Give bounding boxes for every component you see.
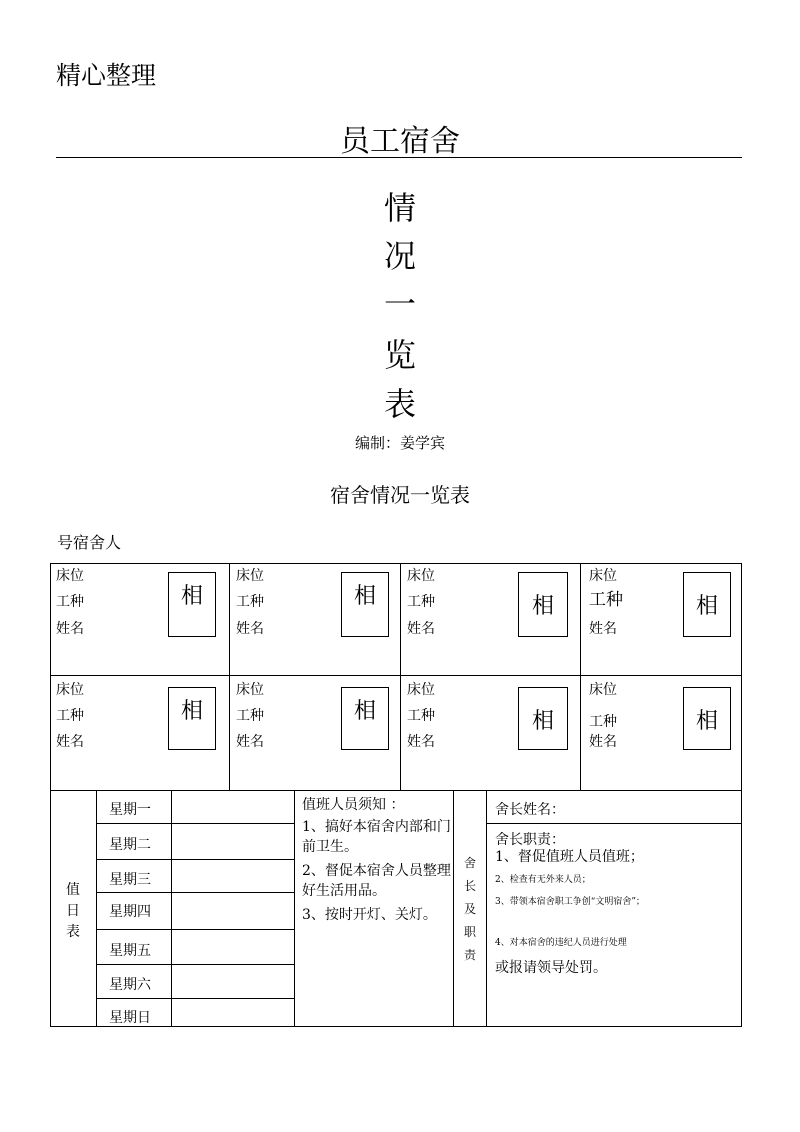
dorm-head-label-char: 及	[463, 902, 476, 916]
photo-box: 相	[518, 687, 568, 750]
dorm-head-vertical-label	[454, 852, 486, 967]
duty-day: 星期二	[109, 837, 151, 853]
photo-box: 相	[341, 572, 389, 637]
duty-roster-label-char: 表	[66, 924, 80, 940]
duty-day: 星期六	[109, 977, 151, 993]
bed-label: 床位	[589, 568, 617, 584]
name-label: 姓名	[589, 621, 617, 637]
dorm-head-label-char: 责	[463, 948, 476, 962]
vertical-title-char: 况	[383, 237, 416, 275]
duty-day: 星期日	[109, 1010, 151, 1026]
page-header: 精心整理	[56, 61, 157, 90]
vertical-title-char: 一	[383, 285, 416, 323]
room-label: 号宿舍人	[57, 533, 122, 552]
duty-note-item: 2、督促本宿舍人员整理好生活用品。	[302, 863, 451, 899]
job-label: 工种	[407, 708, 435, 724]
duty-day: 星期五	[109, 943, 151, 959]
vertical-title-char: 表	[383, 385, 416, 423]
dorm-head-duty-item: 或报请领导处罚。	[495, 960, 607, 976]
duty-day: 星期一	[109, 802, 151, 818]
dorm-head-label-char: 舍	[463, 856, 476, 870]
name-label: 姓名	[236, 621, 264, 637]
bed-label: 床位	[56, 682, 84, 698]
vertical-title-char: 览	[383, 336, 416, 374]
name-label: 姓名	[56, 621, 84, 637]
dorm-head-duty-item: 1、督促值班人员值班；	[495, 849, 644, 865]
duty-note-item: 3、按时开灯、关灯。	[302, 907, 437, 923]
job-label: 工种	[56, 708, 84, 724]
job-label: 工种	[236, 594, 264, 610]
bed-label: 床位	[407, 682, 435, 698]
duty-notes-title: 值班人员须知 ：	[302, 797, 405, 813]
name-label: 姓名	[56, 734, 84, 750]
job-label: 工种	[56, 594, 84, 610]
name-label: 姓名	[236, 734, 264, 750]
dorm-head-label-char: 职	[463, 925, 476, 939]
photo-box: 相	[168, 687, 216, 750]
duty-day: 星期三	[109, 872, 151, 888]
photo-box: 相	[518, 572, 568, 637]
duty-roster-label-char: 日	[66, 903, 80, 919]
photo-box: 相	[683, 687, 731, 750]
compiled-by: 编制：姜学宾	[354, 434, 445, 452]
dorm-head-name-label: 舍长姓名：	[495, 802, 565, 818]
duty-roster-label-char: 值	[66, 882, 80, 898]
bed-label: 床位	[56, 568, 84, 584]
duty-note-item: 1、搞好本宿舍内部和门前卫生。	[302, 819, 451, 855]
bed-label: 床位	[236, 568, 264, 584]
dorm-head-duty-item: 4、对本宿舍的违纪人员进行处理	[495, 938, 627, 948]
dorm-head-duty-item: 2、检查有无外来人员；	[495, 875, 591, 885]
bed-label: 床位	[589, 682, 617, 698]
bed-label: 床位	[407, 568, 435, 584]
dorm-head-label-char: 长	[463, 879, 476, 893]
name-label: 姓名	[407, 734, 435, 750]
dorm-head-duty-item: 3、带领本宿舍职工争创“文明宿舍”；	[495, 897, 645, 907]
title-rule	[56, 157, 742, 158]
photo-box: 相	[341, 687, 389, 750]
duty-notes	[302, 795, 452, 925]
job-label: 工种	[236, 708, 264, 724]
dorm-head-duty-title: 舍长职责：	[495, 832, 565, 848]
photo-box: 相	[683, 572, 731, 637]
bed-label: 床位	[236, 682, 264, 698]
name-label: 姓名	[589, 734, 617, 750]
subtitle: 宿舍情况一览表	[330, 483, 470, 507]
job-label: 工种	[589, 590, 623, 610]
page-title: 员工宿舍	[340, 124, 460, 159]
name-label: 姓名	[407, 621, 435, 637]
vertical-title-char: 情	[383, 189, 416, 227]
job-label: 工种	[589, 714, 617, 730]
photo-box: 相	[168, 572, 216, 637]
job-label: 工种	[407, 594, 435, 610]
duty-roster-label	[50, 880, 96, 943]
duty-day: 星期四	[109, 904, 151, 920]
